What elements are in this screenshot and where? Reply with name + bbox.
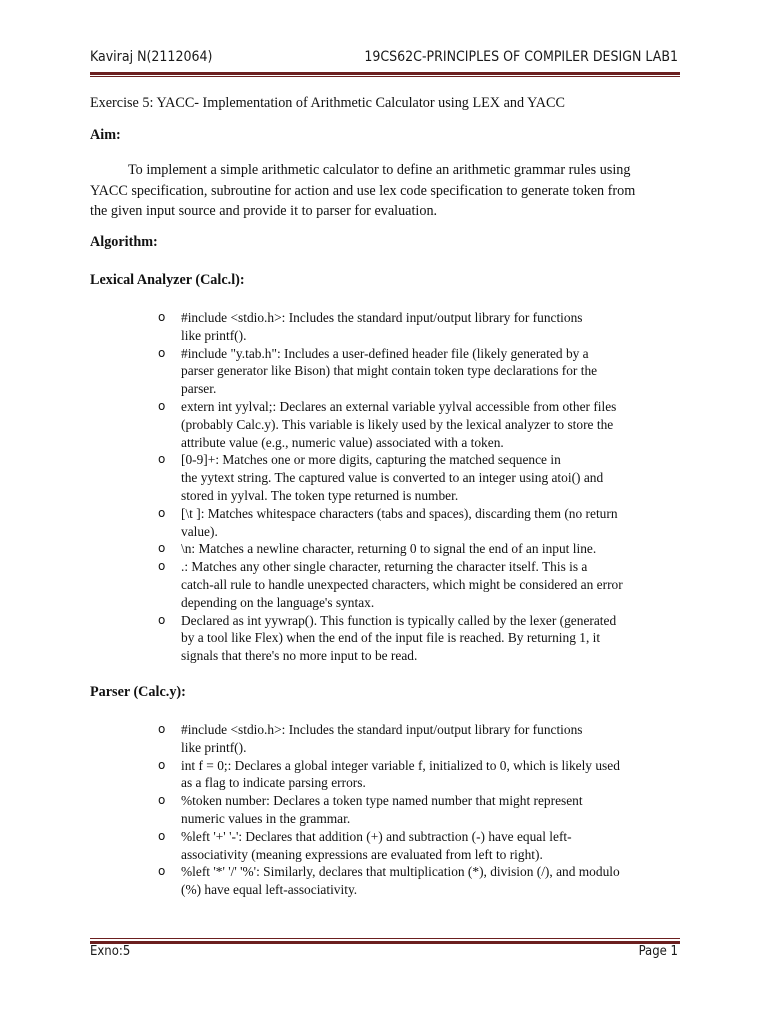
- header-rule-thick: [90, 72, 680, 75]
- aim-heading: Aim:: [90, 127, 121, 143]
- list-item-line: [0-9]+: Matches one or more digits, capturing the matched sequence in: [181, 452, 561, 468]
- list-item-line: catch-all rule to handle unexpected characters, which might be considered an error: [181, 576, 623, 592]
- aim-paragraph: [90, 160, 678, 222]
- list-item-line: signals that there's no more input to be read.: [181, 648, 418, 664]
- list-item-line: %token number: Declares a token type named number that might represent: [181, 793, 583, 809]
- bullet-circle-icon: o: [158, 452, 166, 467]
- list-item-line: (%) have equal left-associativity.: [181, 882, 358, 898]
- bullet-circle-icon: o: [158, 828, 166, 843]
- lexical-heading: Lexical Analyzer (Calc.l):: [90, 272, 245, 288]
- bullet-circle-icon: o: [158, 345, 166, 360]
- list-item-line: parser generator like Bison) that might contain token type declarations for the: [181, 363, 598, 379]
- list-item-line: attribute value (e.g., numeric value) associated with a token.: [181, 434, 504, 450]
- list-item-line: like printf().: [181, 739, 247, 755]
- list-item-line: Declared as int yywrap(). This function is typically called by the lexer (generated: [181, 612, 617, 628]
- list-item-line: by a tool like Flex) when the end of the input file is reached. By returning 1, it: [181, 630, 601, 646]
- list-item-line: stored in yylval. The token type returned is number.: [181, 487, 459, 503]
- list-item: [158, 451, 623, 504]
- list-item-line: as a flag to indicate parsing errors.: [181, 775, 366, 791]
- list-item: [158, 863, 620, 899]
- parser-list: [158, 721, 620, 899]
- list-item-line: parser.: [181, 381, 217, 397]
- footer-page-number: Page 1: [638, 944, 678, 959]
- bullet-circle-icon: o: [158, 559, 166, 574]
- list-item-line: %left '+' '-': Declares that addition (+) and subtraction (-) have equal left-: [181, 828, 572, 844]
- list-item-line: like printf().: [181, 327, 247, 343]
- list-item-line: #include "y.tab.h": Includes a user-defined header file (likely generated by a: [181, 345, 589, 361]
- list-item-line: (probably Calc.y). This variable is likely used by the lexical analyzer to store the: [181, 416, 614, 432]
- list-item-line: numeric values in the grammar.: [181, 810, 351, 826]
- bullet-circle-icon: o: [158, 864, 166, 879]
- list-item-line: associativity (meaning expressions are evaluated from left to right).: [181, 846, 543, 862]
- list-item: [158, 792, 620, 828]
- lexical-list: [158, 309, 623, 665]
- list-item: [158, 721, 620, 757]
- list-item: [158, 398, 623, 451]
- list-item: [158, 540, 623, 558]
- exercise-title: Exercise 5: YACC- Implementation of Arithmetic Calculator using LEX and YACC: [90, 95, 565, 111]
- page-header: [90, 46, 678, 70]
- list-item-line: int f = 0;: Declares a global integer variable f, initialized to 0, which is likely used: [181, 757, 620, 773]
- footer-rule-thin: [90, 938, 680, 939]
- list-item-line: \n: Matches a newline character, returning 0 to signal the end of an input line.: [181, 541, 597, 557]
- list-item: [158, 309, 623, 345]
- aim-line: To implement a simple arithmetic calculator to define an arithmetic grammar rules using: [128, 162, 631, 178]
- list-item-line: #include <stdio.h>: Includes the standard input/output library for functions: [181, 310, 583, 325]
- aim-line: the given input source and provide it to parser for evaluation.: [90, 203, 438, 219]
- list-item-line: value).: [181, 523, 218, 539]
- bullet-circle-icon: o: [158, 541, 166, 556]
- list-item: [158, 505, 623, 541]
- list-item: [158, 558, 623, 611]
- list-item: [158, 345, 623, 398]
- bullet-circle-icon: o: [158, 310, 166, 324]
- bullet-circle-icon: o: [158, 722, 166, 736]
- bullet-circle-icon: o: [158, 612, 166, 627]
- list-item-line: %left '*' '/' '%': Similarly, declares that multiplication (*), division (/), and modulo: [181, 864, 620, 880]
- list-item-line: extern int yylval;: Declares an external variable yylval accessible from other files: [181, 398, 617, 414]
- list-item-line: #include <stdio.h>: Includes the standard input/output library for functions: [181, 722, 583, 737]
- list-item: [158, 612, 623, 665]
- bullet-circle-icon: o: [158, 793, 166, 808]
- bullet-circle-icon: o: [158, 757, 166, 772]
- header-author: Kaviraj N(2112064): [90, 49, 213, 65]
- parser-heading: Parser (Calc.y):: [90, 684, 186, 700]
- bullet-circle-icon: o: [158, 398, 166, 413]
- footer-exno: Exno:5: [90, 944, 131, 959]
- algorithm-heading: Algorithm:: [90, 234, 158, 250]
- list-item-line: .: Matches any other single character, returning the character itself. This is a: [181, 559, 588, 575]
- list-item-line: the yytext string. The captured value is converted to an integer using atoi() and: [181, 470, 604, 486]
- page-footer: [90, 944, 678, 964]
- list-item-line: [\t ]: Matches whitespace characters (tabs and spaces), discarding them (no return: [181, 505, 618, 521]
- bullet-circle-icon: o: [158, 505, 166, 520]
- list-item: [158, 757, 620, 793]
- list-item: [158, 828, 620, 864]
- header-course: 19CS62C-PRINCIPLES OF COMPILER DESIGN LAB1: [364, 49, 678, 65]
- aim-line: YACC specification, subroutine for action and use lex code specification to generate token from: [90, 182, 636, 199]
- list-item-line: depending on the language's syntax.: [181, 594, 375, 610]
- header-rule-thin: [90, 76, 680, 77]
